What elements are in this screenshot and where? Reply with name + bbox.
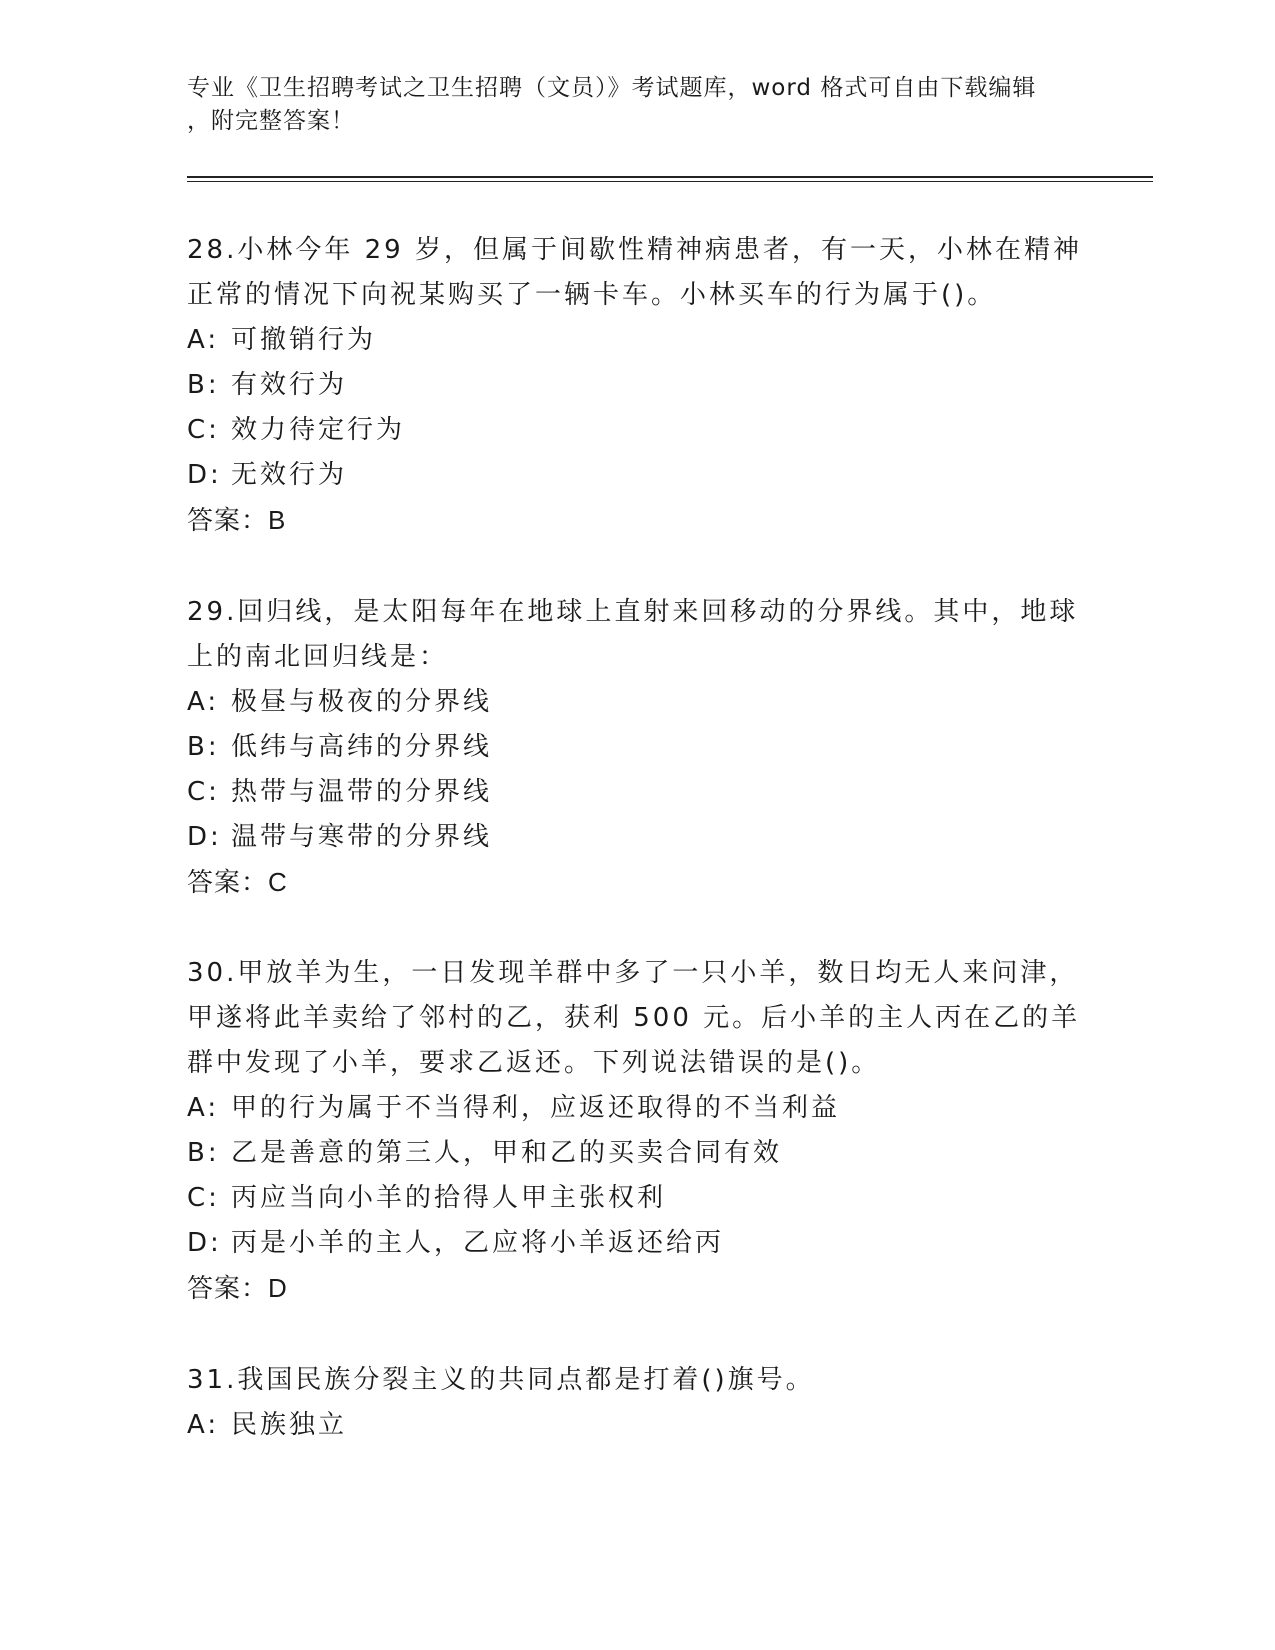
question-29 <box>187 590 1087 905</box>
option-letter: A: <box>187 325 220 355</box>
question-stem-line: 29.回归线，是太阳每年在地球上直射来回移动的分界线。其中，地球 <box>187 597 1079 627</box>
answer-line: 答案：C <box>187 867 288 897</box>
option-letter: C: <box>187 415 220 445</box>
option-c <box>187 770 1087 815</box>
option-d <box>187 453 1087 498</box>
option-c <box>187 408 1087 453</box>
option-text: 民族独立 <box>231 1410 348 1440</box>
question-stem-line: 30.甲放羊为生，一日发现羊群中多了一只小羊，数日均无人来问津， <box>187 958 1079 988</box>
option-text: 乙是善意的第三人，甲和乙的买卖合同有效 <box>231 1138 783 1168</box>
option-b <box>187 363 1087 408</box>
question-28 <box>187 228 1087 543</box>
question-30 <box>187 951 1087 1311</box>
option-text: 丙是小羊的主人，乙应将小羊返还给丙 <box>231 1228 725 1258</box>
header-divider <box>187 176 1153 182</box>
question-stem-line: 28.小林今年 29 岁，但属于间歇性精神病患者，有一天，小林在精神 <box>187 235 1082 265</box>
question-stem-line: 甲遂将此羊卖给了邻村的乙，获利 500 元。后小羊的主人丙在乙的羊 <box>187 1003 1081 1033</box>
option-text: 极昼与极夜的分界线 <box>231 687 493 717</box>
option-letter: B: <box>187 370 220 400</box>
header-line-2: ，附完整答案！ <box>187 108 355 134</box>
option-a <box>187 680 1087 725</box>
option-a <box>187 1086 1087 1131</box>
option-b <box>187 1131 1087 1176</box>
option-b <box>187 725 1087 770</box>
option-letter: C: <box>187 1183 220 1213</box>
option-a <box>187 318 1087 363</box>
option-letter: B: <box>187 1138 220 1168</box>
question-stem-line: 群中发现了小羊，要求乙返还。下列说法错误的是()。 <box>187 1048 881 1078</box>
option-text: 热带与温带的分界线 <box>231 777 493 807</box>
option-text: 有效行为 <box>231 370 348 400</box>
question-stem-line: 31.我国民族分裂主义的共同点都是打着()旗号。 <box>187 1365 815 1395</box>
option-text: 温带与寒带的分界线 <box>231 822 493 852</box>
question-stem-line: 上的南北回归线是： <box>187 642 449 672</box>
option-text: 无效行为 <box>231 460 348 490</box>
option-letter: A: <box>187 1093 220 1123</box>
option-d <box>187 1221 1087 1266</box>
option-a <box>187 1403 1087 1448</box>
option-letter: D: <box>187 460 222 490</box>
header-line-1: 专业《卫生招聘考试之卫生招聘（文员）》考试题库，word 格式可自由下载编辑 <box>187 75 1037 101</box>
option-text: 低纬与高纬的分界线 <box>231 732 493 762</box>
option-letter: A: <box>187 687 220 717</box>
option-letter: D: <box>187 1228 222 1258</box>
option-c <box>187 1176 1087 1221</box>
question-31 <box>187 1358 1087 1448</box>
option-text: 甲的行为属于不当得利，应返还取得的不当利益 <box>231 1093 841 1123</box>
option-letter: C: <box>187 777 220 807</box>
option-text: 丙应当向小羊的拾得人甲主张权利 <box>231 1183 667 1213</box>
answer-line: 答案：D <box>187 1273 288 1303</box>
option-letter: D: <box>187 822 222 852</box>
option-text: 可撤销行为 <box>231 325 377 355</box>
answer-line: 答案：B <box>187 505 287 535</box>
document-header <box>187 72 1067 138</box>
option-letter: B: <box>187 732 220 762</box>
option-letter: A: <box>187 1410 220 1440</box>
question-stem-line: 正常的情况下向祝某购买了一辆卡车。小林买车的行为属于()。 <box>187 280 997 310</box>
option-d <box>187 815 1087 860</box>
option-text: 效力待定行为 <box>231 415 406 445</box>
